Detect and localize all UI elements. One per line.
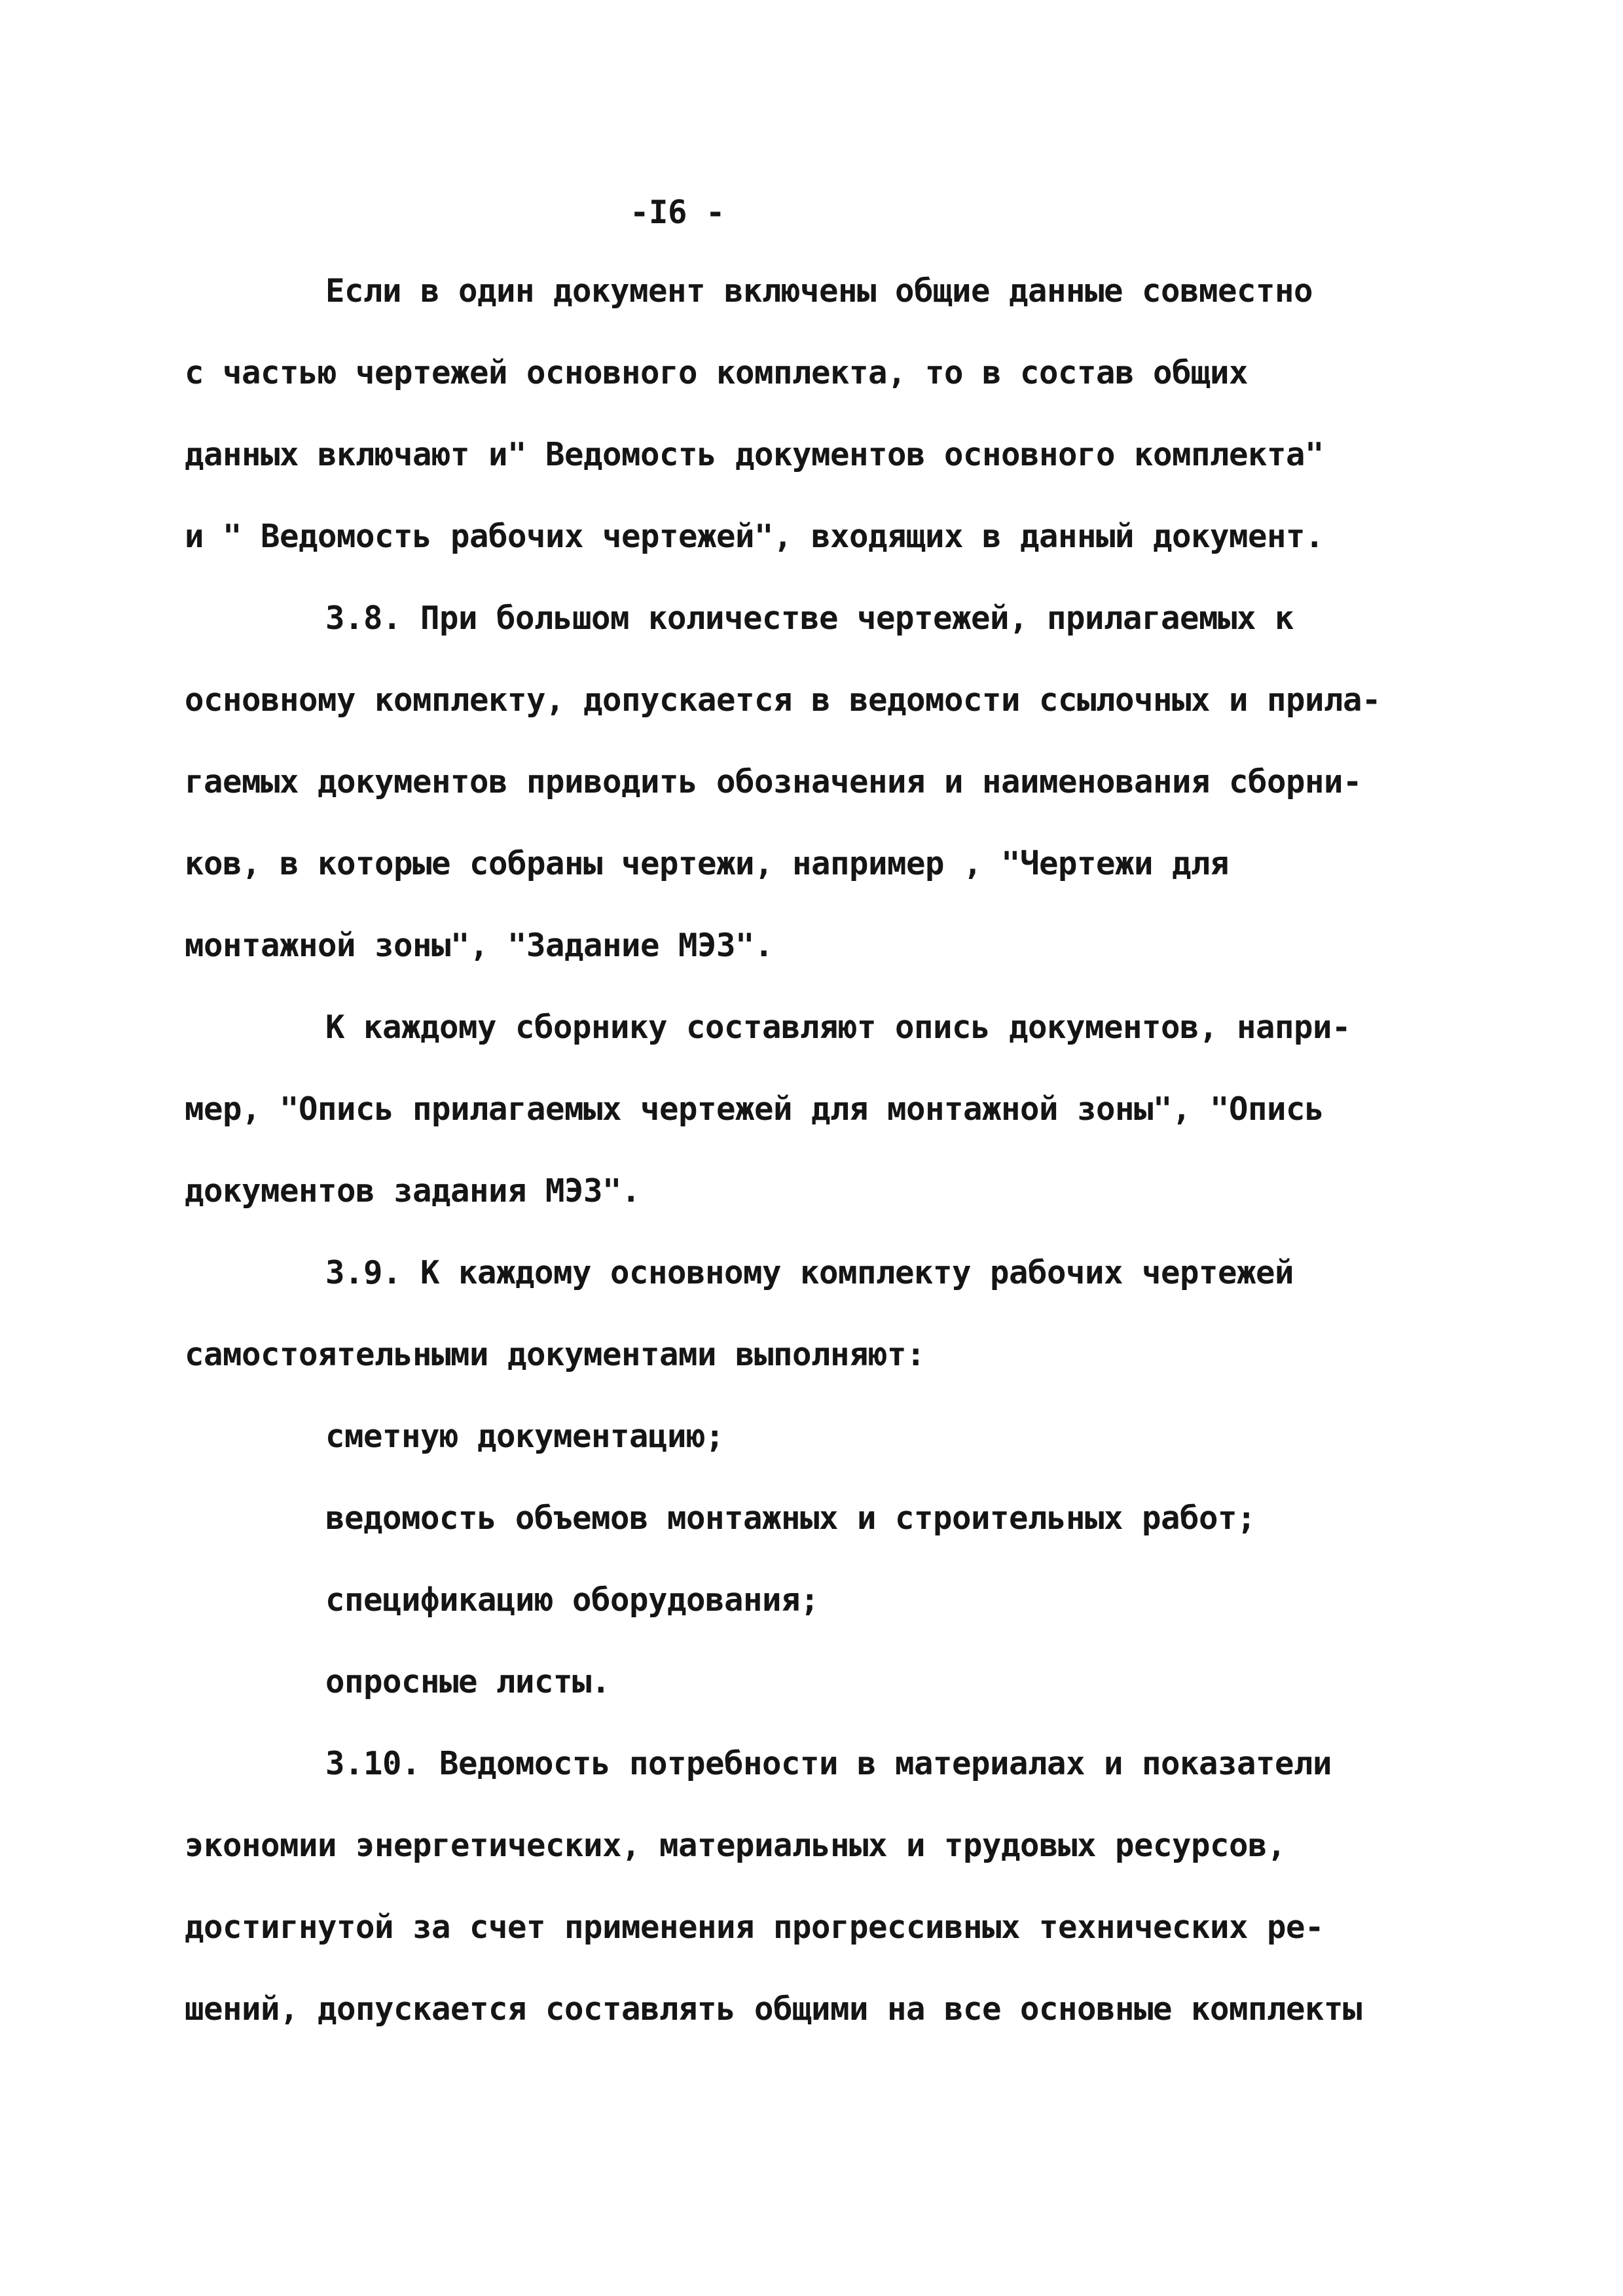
text-line: 3.8. При большом количестве чертежей, прилагаемых к bbox=[325, 600, 1294, 637]
text-line: монтажной зоны", "Задание МЭЗ". bbox=[185, 927, 774, 964]
text-line: самостоятельными документами выполняют: bbox=[185, 1336, 926, 1373]
text-line: с частью чертежей основного комплекта, то в состав общих bbox=[185, 354, 1249, 391]
text-line: достигнутой за счет применения прогрессивных технических ре- bbox=[185, 1909, 1324, 1946]
text-line: основному комплекту, допускается в ведомости ссылочных и прила- bbox=[185, 681, 1381, 719]
text-line: К каждому сборнику составляют опись документов, напри- bbox=[325, 1009, 1351, 1046]
text-line: и " Ведомость рабочих чертежей", входящих в данный документ. bbox=[185, 518, 1324, 555]
page-number: -I6 - bbox=[630, 194, 725, 231]
text-line: 3.10. Ведомость потребности в материалах и показатели bbox=[325, 1745, 1332, 1782]
text-line: ков, в которые собраны чертежи, например , "Чертежи для bbox=[185, 845, 1230, 882]
text-line: документов задания МЭЗ". bbox=[185, 1172, 641, 1210]
text-line: мер, "Опись прилагаемых чертежей для монтажной зоны", "Опись bbox=[185, 1090, 1324, 1128]
text-line: экономии энергетических, материальных и трудовых ресурсов, bbox=[185, 1827, 1286, 1864]
text-line: шений, допускается составлять общими на все основные комплекты bbox=[185, 1990, 1362, 2028]
list-item: спецификацию оборудования; bbox=[325, 1581, 820, 1619]
text-line: Если в один документ включены общие данные совместно bbox=[325, 272, 1313, 310]
list-item: сметную документацию; bbox=[325, 1418, 725, 1455]
list-item: ведомость объемов монтажных и строительных работ; bbox=[325, 1499, 1256, 1537]
text-line: гаемых документов приводить обозначения и наименования сборни- bbox=[185, 763, 1362, 800]
text-line: 3.9. К каждому основному комплекту рабочих чертежей bbox=[325, 1254, 1294, 1291]
text-line: данных включают и" Ведомость документов основного комплекта" bbox=[185, 436, 1324, 473]
list-item: опросные листы. bbox=[325, 1663, 611, 1700]
